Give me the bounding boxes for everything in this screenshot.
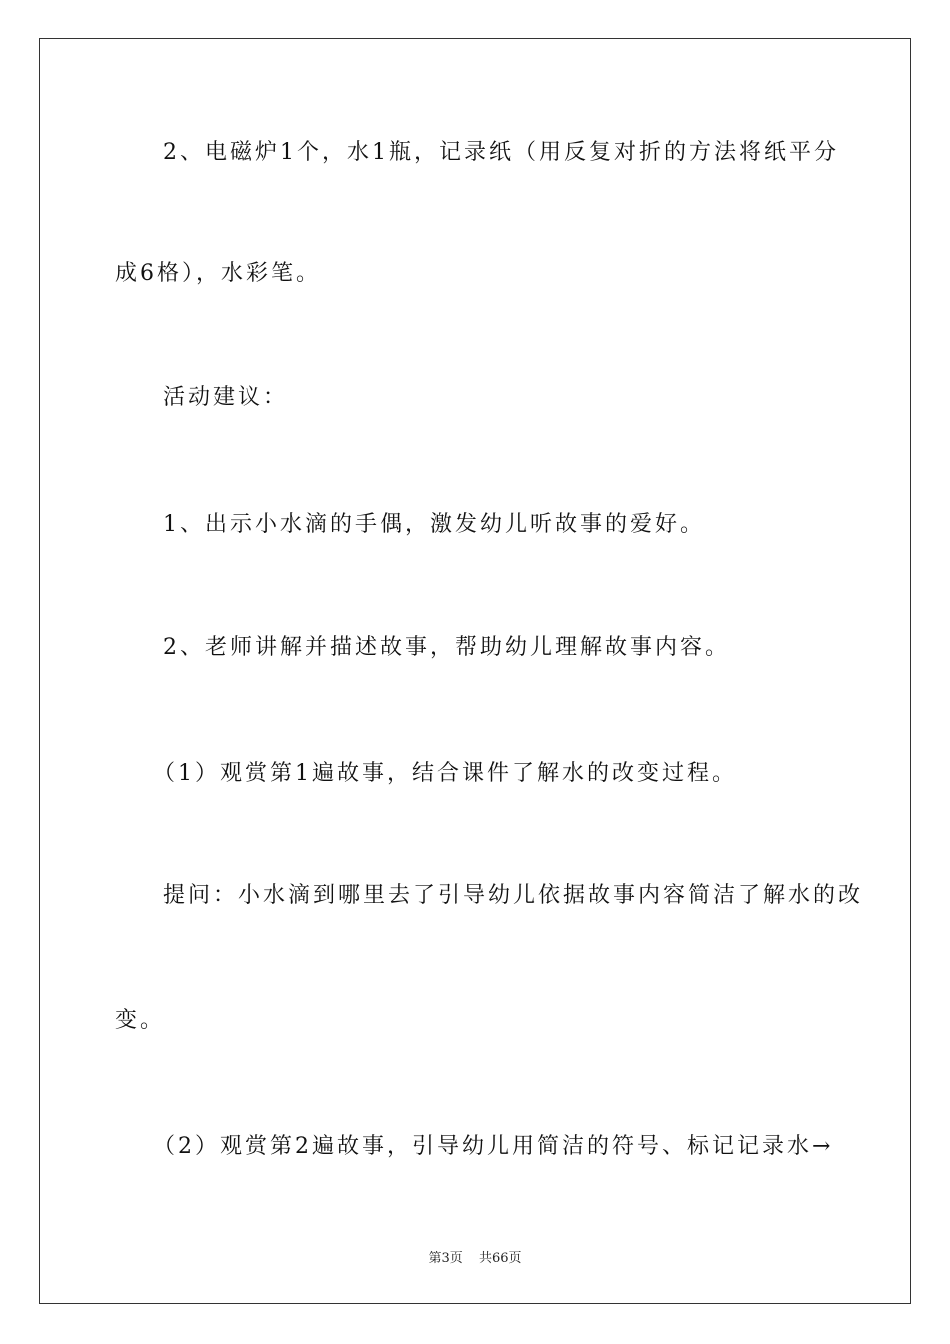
- text-line-question-cont: 变。: [115, 1008, 166, 1033]
- section-heading-activity: 活动建议：: [163, 385, 289, 410]
- page-footer: [0, 1247, 950, 1266]
- page-total: 共66页: [478, 1251, 522, 1266]
- text-line-step-2: 2、老师讲解并描述故事，帮助幼儿理解故事内容。: [163, 635, 730, 660]
- text-line-step-1: 1、出示小水滴的手偶，激发幼儿听故事的爱好。: [163, 512, 705, 537]
- text-line-question: 提问：小水滴到哪里去了引导幼儿依据故事内容简洁了解水的改: [163, 883, 864, 908]
- text-line-materials-cont: 成6格），水彩笔。: [115, 261, 321, 286]
- text-line-substep-1: （1）观赏第1遍故事，结合课件了解水的改变过程。: [153, 761, 737, 786]
- text-line-substep-2: （2）观赏第2遍故事，引导幼儿用简洁的符号、标记记录水→: [153, 1134, 834, 1159]
- page-number: 第3页: [428, 1251, 463, 1266]
- page-border: [39, 38, 911, 1304]
- text-line-materials: 2、电磁炉1个，水1瓶，记录纸（用反复对折的方法将纸平分: [163, 140, 839, 165]
